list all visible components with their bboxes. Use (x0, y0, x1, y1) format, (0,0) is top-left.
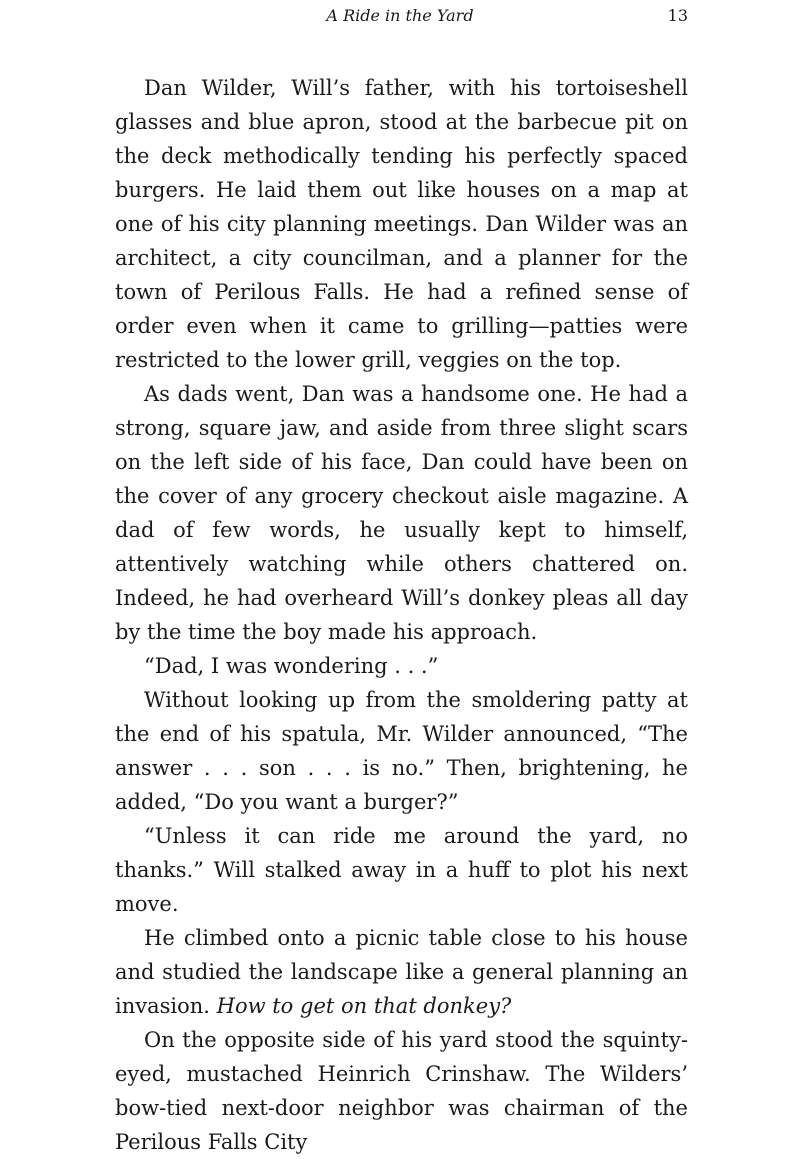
paragraph: On the opposite side of his yard stood the squinty-eyed, mustached Heinrich Crinshaw. The Wilders’ bow-tied next-door neighbor was chairman of the Perilous Falls City (115, 1028, 688, 1154)
paragraph: Dan Wilder, Will’s father, with his tortoiseshell glasses and blue apron, stood at the barbecue pit on the deck methodically tending his perfectly spaced burgers. He laid them out like houses on a map at one of his city planning meetings. Dan Wilder was an architect, a city councilman, and a planner for the town of Perilous Falls. He had a refined sense of order even when it came to grilling—patties were restricted to the lower grill, veggies on the top. (115, 76, 688, 372)
paragraph: Without looking up from the smoldering patty at the end of his spatula, Mr. Wilder announced, “The answer . . . son . . . is no.” Then, brightening, he added, “Do you want a burger?” (115, 688, 688, 814)
italic-thought: How to get on that donkey? (216, 994, 512, 1018)
paragraph: As dads went, Dan was a handsome one. He had a strong, square jaw, and aside from three slight scars on the left side of his face, Dan could have been on the cover of any grocery checkout aisle magazine. A dad of few words, he usually kept to himself, attentively watching while others chattered on. Indeed, he had overheard Will’s donkey pleas all day by the time the boy made his approach. (115, 382, 688, 644)
dialogue-paragraph: “Unless it can ride me around the yard, no thanks.” Will stalked away in a huff to plot his next move. (115, 824, 688, 916)
paragraph (115, 921, 688, 1023)
running-title: A Ride in the Yard (326, 6, 474, 25)
page-number: 13 (667, 6, 688, 25)
dialogue-paragraph: “Dad, I was wondering . . .” (144, 654, 439, 678)
body-text (115, 71, 688, 1159)
paragraph-text: He climbed onto a picnic table close to his house and studied the landscape like a general planning an invasion. (115, 926, 688, 1018)
running-header (0, 4, 800, 28)
